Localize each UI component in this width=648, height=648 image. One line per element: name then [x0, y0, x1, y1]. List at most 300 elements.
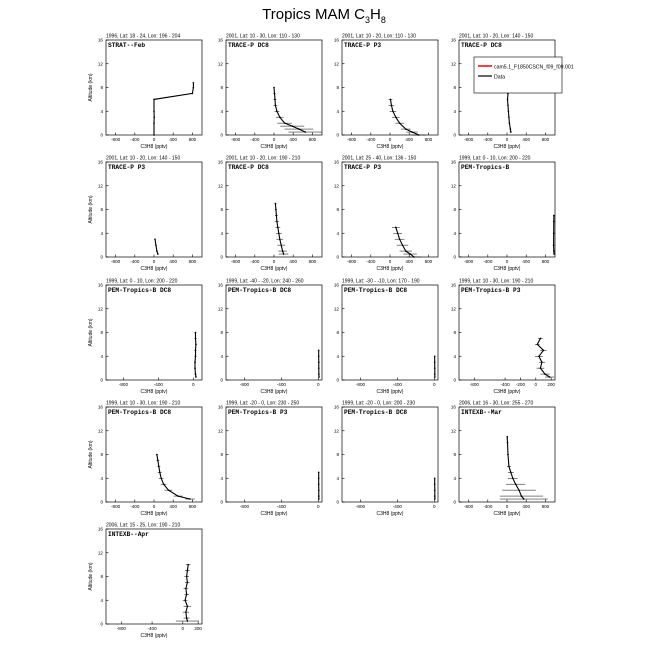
y-tick-label: 8: [336, 85, 339, 91]
panel-header: 2001, Lat: 10 - 20, Lon: 190 - 210: [226, 155, 301, 162]
data-point: [279, 116, 281, 118]
x-axis-label: C3H8 (pptv): [260, 144, 288, 150]
panel-header: 1999, Lat: -40 - -20, Lon: 240 - 260: [226, 278, 304, 285]
chart-panel: [451, 279, 556, 396]
data-point: [318, 376, 320, 378]
x-tick-label: 800: [188, 504, 197, 509]
x-tick-label: -400: [250, 259, 260, 264]
legend: [474, 57, 574, 93]
chart-panel: [88, 401, 202, 518]
x-tick-label: -400: [392, 382, 402, 387]
data-point: [413, 256, 415, 258]
data-point: [274, 99, 276, 101]
data-profile-line: [157, 455, 190, 500]
y-tick-label: 4: [220, 353, 223, 359]
data-point: [507, 99, 509, 101]
x-tick-label: 200: [547, 382, 555, 387]
data-point: [163, 483, 165, 485]
x-axis-label: C3H8 (pptv): [376, 511, 404, 517]
data-point: [549, 376, 551, 378]
x-tick-label: 800: [541, 504, 550, 509]
data-point: [186, 617, 188, 619]
data-point: [187, 605, 189, 607]
x-tick-label: 400: [289, 259, 298, 264]
y-tick-label: 4: [100, 353, 103, 359]
y-tick-label: 4: [220, 108, 223, 114]
data-point: [553, 250, 555, 252]
y-tick-label: 8: [453, 207, 456, 213]
y-tick-label: 0: [100, 499, 103, 505]
y-tick-label: 12: [217, 306, 223, 312]
x-axis-label: C3H8 (pptv): [140, 633, 168, 639]
y-tick-label: 0: [336, 499, 339, 505]
x-axis-label: C3H8 (pptv): [493, 389, 521, 395]
y-tick-label: 8: [336, 207, 339, 213]
x-axis-label: C3H8 (pptv): [376, 389, 404, 395]
x-tick-label: 400: [169, 137, 178, 142]
x-tick-label: -800: [346, 137, 357, 142]
x-tick-label: -800: [355, 504, 366, 509]
campaign-label: PEM-Tropics-B DC8: [344, 409, 408, 416]
y-tick-label: 12: [217, 183, 223, 189]
x-tick-label: -400: [500, 382, 510, 387]
data-point: [512, 477, 514, 479]
data-point: [195, 355, 197, 357]
panel-header: 1996, Lat: 18 - 24, Lon: 196 - 204: [106, 33, 181, 40]
campaign-label: TRACE-P DC8: [461, 42, 502, 49]
chart-panel: [218, 279, 322, 396]
x-tick-label: -400: [250, 137, 260, 142]
x-axis-label: C3H8 (pptv): [493, 511, 521, 517]
data-point: [523, 498, 525, 500]
y-tick-label: 8: [100, 85, 103, 91]
data-point: [434, 355, 436, 357]
y-tick-label: 16: [97, 526, 103, 532]
y-tick-label: 16: [217, 404, 223, 410]
chart-panel: [334, 34, 438, 151]
data-point: [277, 227, 279, 229]
data-point: [156, 454, 158, 456]
y-tick-label: 0: [453, 132, 456, 138]
x-tick-label: 0: [388, 137, 392, 142]
data-point: [186, 594, 188, 596]
plot-frame: [459, 162, 555, 257]
y-tick-label: 16: [450, 282, 456, 288]
data-point: [553, 215, 555, 217]
x-tick-label: 800: [424, 259, 433, 264]
y-tick-label: 8: [336, 452, 339, 458]
data-point: [194, 361, 196, 363]
data-point: [291, 125, 293, 127]
y-tick-label: 16: [450, 159, 456, 165]
y-tick-label: 8: [220, 330, 223, 336]
data-point: [282, 250, 284, 252]
y-axis-label: Altitude (km): [88, 440, 94, 469]
data-point: [391, 105, 393, 107]
data-point: [553, 244, 555, 246]
y-tick-label: 4: [220, 475, 223, 481]
data-point: [553, 253, 555, 255]
x-tick-label: -400: [130, 504, 140, 509]
campaign-label: TRACE-P P3: [344, 42, 382, 49]
x-tick-label: -800: [230, 137, 241, 142]
y-axis-label: Altitude (km): [88, 562, 94, 591]
y-tick-label: 0: [220, 377, 223, 383]
data-point: [153, 134, 155, 136]
data-point: [318, 367, 320, 369]
x-axis-label: C3H8 (pptv): [140, 511, 168, 517]
data-point: [507, 454, 509, 456]
x-tick-label: 0: [191, 382, 195, 387]
x-axis-label: C3H8 (pptv): [260, 266, 288, 272]
data-point: [195, 350, 197, 352]
x-tick-label: 400: [405, 137, 414, 142]
data-point: [193, 87, 195, 89]
data-point: [397, 232, 399, 234]
legend-box: [474, 57, 562, 93]
data-point: [510, 128, 512, 130]
data-point: [276, 110, 278, 112]
x-tick-label: -400: [130, 137, 140, 142]
x-axis-label: C3H8 (pptv): [493, 266, 521, 272]
data-point: [418, 134, 420, 136]
data-point: [515, 483, 517, 485]
data-point: [540, 338, 542, 340]
data-point: [405, 128, 407, 130]
y-tick-label: 16: [450, 404, 456, 410]
data-profile-line: [507, 437, 524, 499]
x-axis-label: C3H8 (pptv): [140, 144, 168, 150]
data-point: [509, 122, 511, 124]
data-point: [318, 498, 320, 500]
campaign-label: TRACE-P P3: [344, 164, 382, 171]
x-tick-label: 400: [522, 259, 531, 264]
data-point: [395, 227, 397, 229]
data-profile-line: [274, 88, 305, 133]
data-point: [298, 128, 300, 130]
y-tick-label: 16: [333, 37, 339, 43]
data-point: [507, 105, 509, 107]
x-tick-label: -800: [118, 382, 129, 387]
x-axis-label: C3H8 (pptv): [260, 389, 288, 395]
data-point: [318, 361, 320, 363]
data-point: [193, 82, 195, 84]
data-point: [508, 110, 510, 112]
campaign-label: TRACE-P P3: [108, 164, 146, 171]
data-point: [192, 93, 194, 95]
x-tick-label: 400: [169, 504, 178, 509]
x-tick-label: -400: [147, 626, 157, 631]
y-tick-label: 12: [217, 61, 223, 67]
data-point: [186, 576, 188, 578]
data-point: [543, 350, 545, 352]
y-tick-label: 12: [97, 428, 103, 434]
chart-panel: [218, 156, 322, 273]
y-tick-label: 12: [217, 428, 223, 434]
data-point: [402, 244, 404, 246]
data-point: [153, 122, 155, 124]
legend-data-label: Data: [494, 74, 505, 81]
data-point: [553, 221, 555, 223]
panel-header: 1999, Lat: 0 - 10, Lon: 200 - 220: [459, 155, 531, 162]
campaign-label: PEM-Tropics-B P3: [228, 409, 288, 416]
data-point: [153, 110, 155, 112]
data-point: [411, 131, 413, 133]
data-profile-line: [275, 204, 283, 254]
data-point: [153, 116, 155, 118]
data-point: [434, 489, 436, 491]
x-tick-label: 400: [522, 504, 531, 509]
x-tick-label: -400: [130, 259, 140, 264]
x-tick-label: 0: [534, 382, 538, 387]
y-tick-label: 4: [100, 108, 103, 114]
y-tick-label: 0: [100, 254, 103, 260]
y-tick-label: 16: [333, 282, 339, 288]
campaign-label: PEM-Tropics-B: [461, 164, 510, 171]
panel-header: 2006, Lat: 16 - 30, Lon: 255 - 270: [459, 400, 534, 407]
y-tick-label: 0: [100, 132, 103, 138]
data-point: [390, 99, 392, 101]
data-point: [318, 495, 320, 497]
panel-header: 1999, Lat: -20 - 0, Lon: 200 - 230: [342, 400, 416, 407]
y-tick-label: 12: [333, 306, 339, 312]
data-point: [273, 87, 275, 89]
y-tick-label: 16: [450, 37, 456, 43]
y-tick-label: 0: [336, 132, 339, 138]
data-point: [275, 105, 277, 107]
data-point: [185, 588, 187, 590]
data-point: [284, 122, 286, 124]
data-profile-line: [155, 239, 158, 254]
data-point: [195, 332, 197, 334]
data-point: [506, 436, 508, 438]
data-point: [278, 232, 280, 234]
x-axis-label: C3H8 (pptv): [376, 266, 404, 272]
x-tick-label: -400: [366, 137, 376, 142]
panel-header: 2001, Lat: 10 - 20, Lon: 140 - 150: [459, 33, 534, 40]
data-point: [187, 620, 189, 622]
y-tick-label: 16: [97, 282, 103, 288]
y-tick-label: 0: [220, 132, 223, 138]
plot-frame: [342, 407, 438, 502]
y-tick-label: 4: [336, 230, 339, 236]
data-point: [399, 122, 401, 124]
data-point: [318, 355, 320, 357]
panel-header: 2001, Lat: 10 - 30, Lon: 110 - 130: [226, 33, 300, 40]
y-tick-label: 0: [220, 499, 223, 505]
x-tick-label: 0: [272, 137, 276, 142]
data-point: [434, 367, 436, 369]
data-profile-line: [154, 83, 193, 135]
y-tick-label: 4: [336, 353, 339, 359]
y-tick-label: 8: [453, 452, 456, 458]
y-tick-label: 4: [100, 230, 103, 236]
y-tick-label: 4: [453, 108, 456, 114]
campaign-label: PEM-Tropics-B DC8: [228, 287, 292, 294]
x-tick-label: -200: [515, 382, 526, 387]
x-tick-label: 0: [317, 504, 320, 509]
data-point: [521, 495, 523, 497]
y-tick-label: 8: [100, 330, 103, 336]
plot-frame: [226, 407, 322, 502]
data-point: [318, 472, 320, 474]
data-point: [177, 495, 179, 497]
y-tick-label: 8: [100, 574, 103, 580]
y-tick-label: 8: [220, 207, 223, 213]
y-tick-label: 12: [97, 306, 103, 312]
data-point: [518, 489, 520, 491]
plot-frame: [226, 285, 322, 380]
x-axis-label: C3H8 (pptv): [260, 511, 288, 517]
plot-frame: [226, 162, 322, 257]
data-point: [187, 570, 189, 572]
panel-header: 1999, Lat: -20 - 0, Lon: 230 - 250: [226, 400, 300, 407]
y-tick-label: 8: [453, 85, 456, 91]
y-tick-label: 16: [333, 159, 339, 165]
data-point: [553, 232, 555, 234]
panel-header: 1999, Lat: 10 - 30, Lon: 190 - 210: [106, 400, 181, 407]
x-tick-label: 0: [181, 626, 185, 631]
data-point: [508, 116, 510, 118]
data-point: [537, 344, 539, 346]
data-point: [153, 99, 155, 101]
y-tick-label: 0: [100, 377, 103, 383]
data-point: [434, 477, 436, 479]
data-point: [276, 215, 278, 217]
y-axis-label: Altitude (km): [88, 195, 94, 224]
data-point: [510, 131, 512, 133]
data-point: [538, 355, 540, 357]
y-tick-label: 8: [336, 330, 339, 336]
y-tick-label: 16: [333, 404, 339, 410]
x-tick-label: 800: [188, 137, 197, 142]
x-tick-label: 0: [317, 382, 320, 387]
y-tick-label: 0: [336, 254, 339, 260]
data-point: [318, 489, 320, 491]
data-point: [168, 489, 170, 491]
y-tick-label: 12: [450, 306, 456, 312]
y-tick-label: 12: [333, 428, 339, 434]
data-point: [195, 344, 197, 346]
x-tick-label: -400: [366, 259, 376, 264]
data-profile-line: [396, 227, 414, 257]
chart-panel: [334, 401, 438, 518]
x-tick-label: 400: [169, 259, 178, 264]
x-tick-label: -400: [483, 259, 493, 264]
panel-header: 1999, Lat: 0 - 10, Lon: 200 - 220: [106, 278, 178, 285]
campaign-label: PEM-Tropics-B DC8: [108, 287, 172, 294]
x-axis-label: C3H8 (pptv): [140, 389, 168, 395]
data-point: [544, 373, 546, 375]
data-point: [434, 495, 436, 497]
data-point: [195, 376, 197, 378]
chart-panel: [88, 34, 202, 151]
chart-panel: [334, 156, 438, 273]
y-tick-label: 0: [453, 377, 456, 383]
x-tick-label: 400: [405, 259, 414, 264]
x-tick-label: -800: [355, 382, 366, 387]
y-tick-label: 16: [97, 159, 103, 165]
campaign-label: PEM-Tropics-B DC8: [108, 409, 172, 416]
x-tick-label: -400: [276, 382, 286, 387]
x-tick-label: -400: [153, 382, 163, 387]
campaign-label: PEM-Tropics-B P3: [461, 287, 521, 294]
panel-header: 2001, Lat: 25 - 40, Lon: 136 - 150: [342, 155, 417, 162]
y-tick-label: 4: [453, 475, 456, 481]
x-tick-label: -800: [463, 137, 474, 142]
y-tick-label: 8: [100, 207, 103, 213]
x-tick-label: 0: [152, 137, 156, 142]
data-point: [318, 373, 320, 375]
page-title: Tropics MAM $C_3H_8$: [262, 6, 386, 25]
data-point: [157, 460, 159, 462]
x-tick-label: 0: [505, 137, 509, 142]
data-point: [155, 244, 157, 246]
data-point: [318, 483, 320, 485]
x-axis-label: C3H8 (pptv): [376, 144, 404, 150]
campaign-label: TRACE-P DC8: [228, 42, 269, 49]
data-point: [405, 250, 407, 252]
data-point: [160, 477, 162, 479]
x-tick-label: 800: [424, 137, 433, 142]
x-tick-label: 0: [388, 259, 392, 264]
data-point: [274, 93, 276, 95]
data-point: [304, 131, 306, 133]
y-tick-label: 0: [453, 499, 456, 505]
chart-panel: [88, 156, 202, 273]
plot-frame: [106, 285, 202, 380]
data-point: [154, 238, 156, 240]
x-tick-label: -400: [483, 504, 493, 509]
data-point: [280, 244, 282, 246]
y-tick-label: 4: [100, 597, 103, 603]
y-tick-label: 12: [97, 183, 103, 189]
plot-frame: [342, 285, 438, 380]
campaign-label: STRAT--Feb: [108, 42, 146, 49]
x-axis-label: C3H8 (pptv): [140, 266, 168, 272]
x-tick-label: 800: [308, 137, 317, 142]
data-point: [195, 338, 197, 340]
data-point: [508, 466, 510, 468]
data-point: [189, 498, 191, 500]
data-point: [434, 373, 436, 375]
y-tick-label: 12: [450, 61, 456, 67]
y-tick-label: 12: [333, 61, 339, 67]
data-point: [275, 209, 277, 211]
data-point: [318, 350, 320, 352]
chart-panel: [451, 156, 555, 273]
plot-frame: [106, 162, 202, 257]
y-tick-label: 16: [217, 282, 223, 288]
plot-frame: [342, 40, 438, 135]
x-tick-label: 0: [505, 259, 509, 264]
panel-header: 1999, Lat: 10 - 30, Lon: 190 - 210: [459, 278, 534, 285]
panel-header: 2001, Lat: 10 - 20, Lon: 110 - 130: [342, 33, 416, 40]
panel-header: 2006, Lat: 15 - 25, Lon: 190 - 210: [106, 522, 181, 529]
data-point: [156, 250, 158, 252]
data-point: [195, 373, 197, 375]
data-point: [395, 116, 397, 118]
campaign-label: INTEXB--Mar: [461, 409, 502, 416]
x-tick-label: -800: [110, 504, 121, 509]
data-point: [434, 483, 436, 485]
data-point: [510, 472, 512, 474]
chart-panel: [218, 401, 322, 518]
data-point: [158, 466, 160, 468]
x-tick-label: -400: [483, 137, 493, 142]
data-point: [157, 253, 159, 255]
campaign-label: INTEXB--Apr: [108, 531, 149, 538]
